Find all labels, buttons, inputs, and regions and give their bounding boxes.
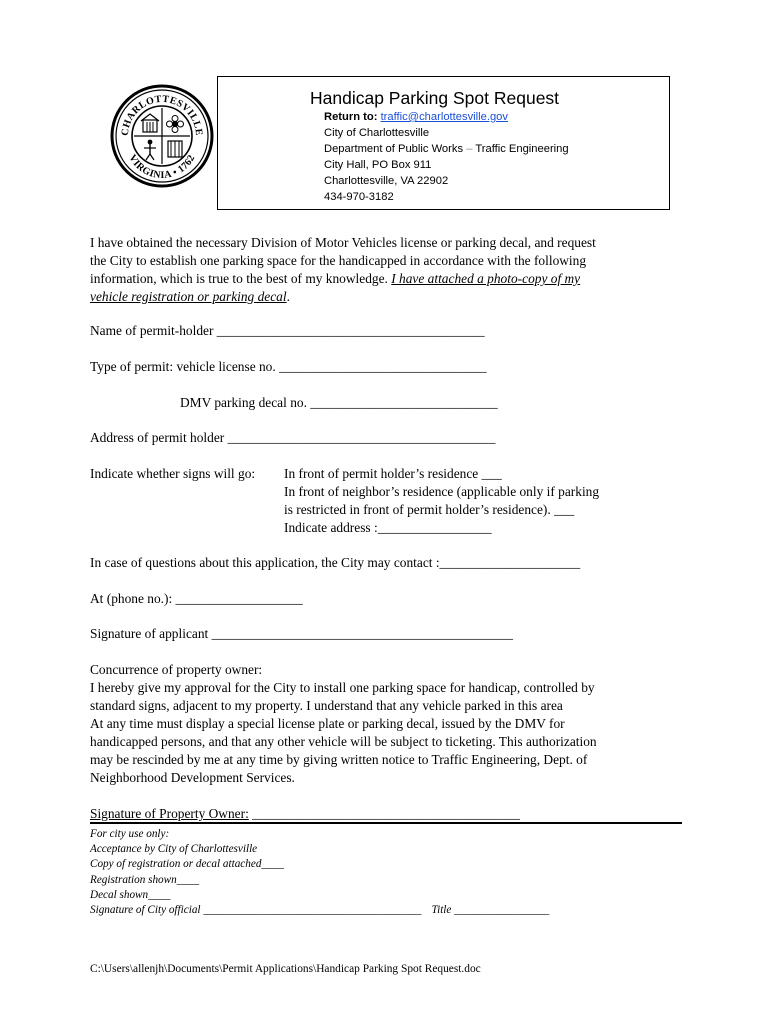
city-seal-logo <box>110 84 214 188</box>
seal-top-text: CHARLOTTESVILLE <box>119 93 205 137</box>
department-part-a: Department of Public Works <box>324 143 467 155</box>
official-title-field[interactable]: Title _________________ <box>431 904 550 917</box>
registration-shown-field[interactable]: Registration shown____ <box>90 873 200 886</box>
signs-label: Indicate whether signs will go: <box>90 466 256 481</box>
department-dash: – <box>466 143 473 155</box>
intro-line-1: I have obtained the necessary Division of Motor Vehicles license or parking decal, and request <box>90 235 596 250</box>
owner-signature-field[interactable] <box>90 805 520 823</box>
owner-signature-line[interactable]: ________________________________________ <box>248 806 520 821</box>
signs-option-own-residence[interactable]: In front of permit holder’s residence ___ <box>284 466 502 481</box>
concurrence-line-2: standard signs, adjacent to my property. I understand that any vehicle parked in this area <box>90 698 563 713</box>
concurrence-heading: Concurrence of property owner: <box>90 662 263 677</box>
department-line <box>324 141 569 157</box>
contact-field[interactable]: In case of questions about this application, the City may contact :_____________________ <box>90 555 581 570</box>
org-name: City of Charlottesville <box>324 127 430 139</box>
city-acceptance: Acceptance by City of Charlottesville <box>90 843 258 856</box>
city-official-signature-row <box>90 903 682 918</box>
address-line-1: City Hall, PO Box 911 <box>324 159 432 171</box>
owner-signature-label: Signature of Property Owner: <box>90 806 249 821</box>
decal-shown-field[interactable]: Decal shown____ <box>90 888 171 901</box>
copy-attached-field[interactable]: Copy of registration or decal attached____ <box>90 858 284 871</box>
intro-line-3-text: information, which is true to the best of my knowledge. <box>90 271 392 286</box>
concurrence-line-3: At any time must display a special license plate or parking decal, issued by the DMV for <box>90 716 565 731</box>
seal-bottom-text: VIRGINIA • 1762 <box>126 152 198 182</box>
return-address <box>324 109 569 205</box>
intro-line-3 <box>90 270 596 288</box>
return-label: Return to: <box>324 111 381 123</box>
concurrence-line-6: Neighborhood Development Services. <box>90 770 295 785</box>
return-line <box>324 109 569 125</box>
signs-address-field[interactable]: Indicate address :_________________ <box>284 520 492 535</box>
concurrence-line-4: handicapped persons, and that any other vehicle will be subject to ticketing. This authorization <box>90 734 597 749</box>
address-field[interactable]: Address of permit holder ________________________________________ <box>90 430 496 445</box>
city-use-heading: For city use only: <box>90 828 170 840</box>
phone-number: 434-970-3182 <box>324 191 394 203</box>
intro-paragraph <box>90 234 596 306</box>
concurrence-line-1: I hereby give my approval for the City to install one parking space for handicap, controlled by <box>90 680 595 695</box>
seal-icon <box>110 84 214 188</box>
header-box <box>217 76 670 210</box>
intro-line-4-end: . <box>286 289 290 304</box>
applicant-signature-field[interactable]: Signature of applicant _____________________________________________ <box>90 626 513 641</box>
intro-line-2: the City to establish one parking space for the handicapped in accordance with the following <box>90 253 587 268</box>
signs-option-neighbor-line-2[interactable]: is restricted in front of permit holder’s residence). ___ <box>284 502 575 517</box>
return-email-link[interactable]: traffic@charlottesville.gov <box>380 111 508 123</box>
vehicle-license-field[interactable]: Type of permit: vehicle license no. _______________________________ <box>90 359 487 374</box>
dmv-decal-field[interactable]: DMV parking decal no. ____________________________ <box>180 395 498 410</box>
concurrence-line-5: may be rescinded by me at any time by giving written notice to Traffic Engineering, Dept. of <box>90 752 588 767</box>
address-line-2: Charlottesville, VA 22902 <box>324 175 449 187</box>
city-use-section <box>90 822 682 918</box>
department-part-b: Traffic Engineering <box>472 143 569 155</box>
form-title: Handicap Parking Spot Request <box>310 88 560 108</box>
signs-option-neighbor-line-1[interactable]: In front of neighbor’s residence (applicable only if parking <box>284 484 600 499</box>
concurrence-section <box>90 661 597 787</box>
name-field[interactable]: Name of permit-holder ________________________________________ <box>90 323 485 338</box>
phone-field[interactable]: At (phone no.): ___________________ <box>90 591 303 606</box>
attachment-note-end: vehicle registration or parking decal <box>90 289 287 304</box>
city-official-signature-field[interactable]: Signature of City official _______________________________________ <box>90 904 422 917</box>
attachment-note: I have attached a photo-copy of my <box>391 271 581 286</box>
intro-line-4 <box>90 288 596 306</box>
file-path-footer: C:\Users\allenjh\Documents\Permit Applications\Handicap Parking Spot Request.doc <box>90 963 481 975</box>
